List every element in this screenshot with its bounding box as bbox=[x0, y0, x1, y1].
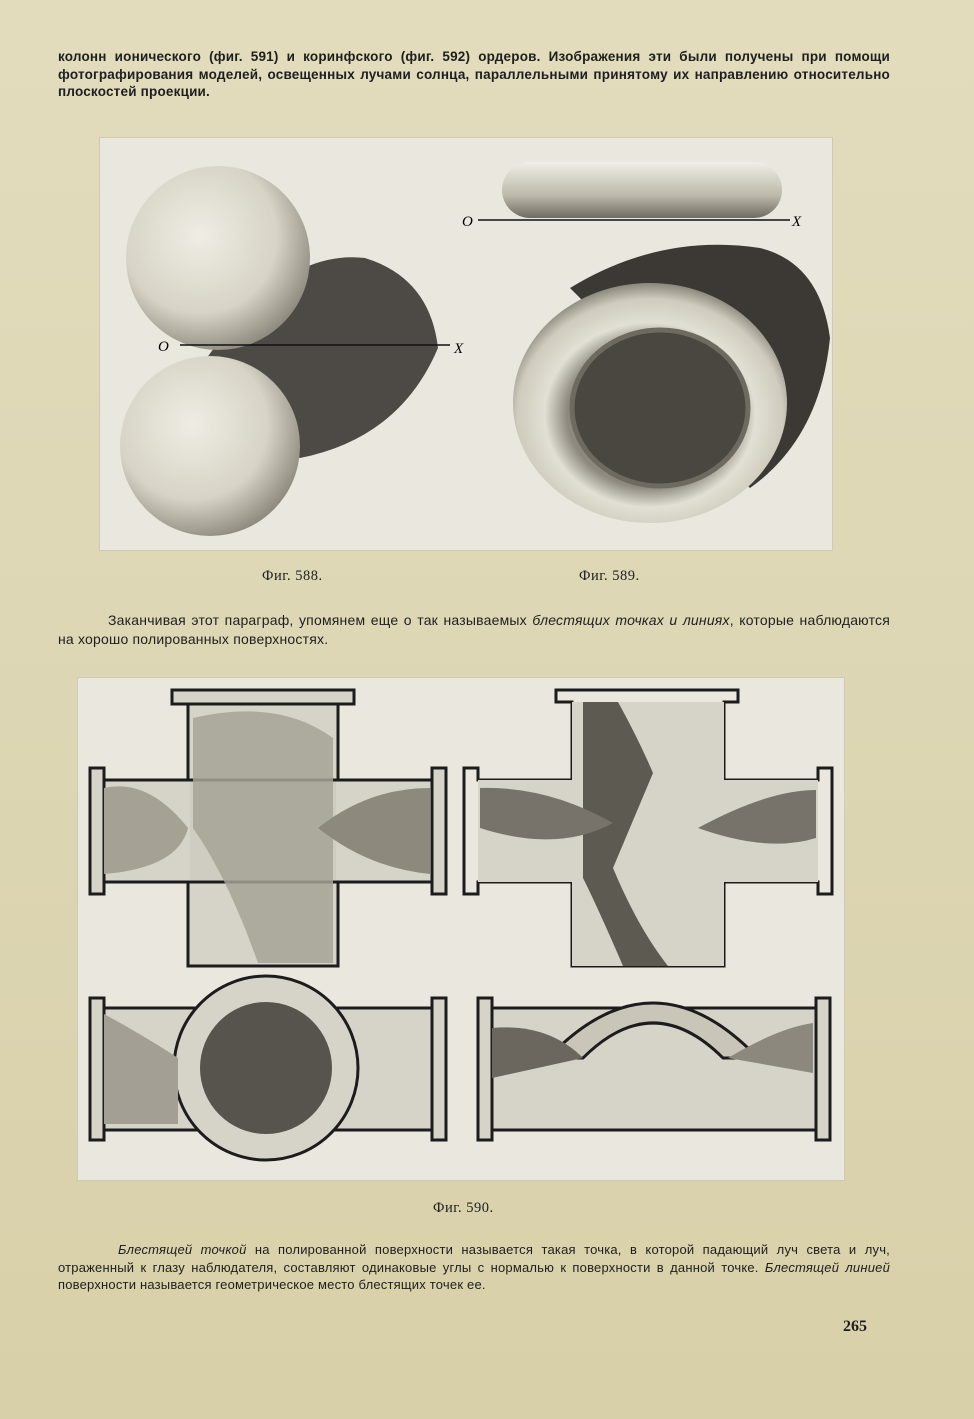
fig588-lower-sphere bbox=[120, 356, 300, 536]
bottom-text-1: на полированной поверхности называется такая точка, в которой падающий луч света и луч, отраженный к глазу наблюдателя, составляют одинаковые углы с нормалью к поверхности в данной точке. bbox=[58, 1242, 890, 1275]
fig590-left-cross-flange-right bbox=[432, 768, 446, 894]
fig590-left-tee-flange-right bbox=[432, 998, 446, 1140]
fig589-axis-x: X bbox=[792, 214, 802, 230]
fig589-tube bbox=[502, 162, 782, 218]
fig589-axis-o: O bbox=[462, 214, 473, 230]
fig590-left-cross-flange-left bbox=[90, 768, 104, 894]
middle-text-start: Заканчивая этот параграф, упомянем еще о так называемых bbox=[108, 612, 533, 628]
middle-text-italic: блестящих точках и линиях bbox=[532, 612, 730, 628]
fig590-right-tee-flange-left bbox=[478, 998, 492, 1140]
middle-text-end: , которые наблюдаются на хорошо полированных поверхностях. bbox=[58, 612, 891, 647]
top-paragraph: колонн ионического (фиг. 591) и коринфского (фиг. 592) ордеров. Изображения эти были получены при помощи фотографирования моделей, освещенных лучами солнца, параллельными принятому их направлению относительно плоскостей проекции. bbox=[58, 49, 890, 99]
fig588-axis-x: X bbox=[454, 341, 464, 357]
figure-590-plate bbox=[78, 678, 844, 1180]
figure-590-drawing bbox=[78, 678, 844, 1180]
bottom-italic-1: Блестящей точкой bbox=[118, 1242, 247, 1257]
bottom-text-2: поверхности называется геометрическое место блестящих точек ее. bbox=[58, 1277, 486, 1292]
bottom-paragraph bbox=[58, 1241, 890, 1294]
fig589-caption: Фиг. 589. bbox=[579, 568, 640, 584]
middle-paragraph bbox=[58, 611, 890, 649]
fig590-right-tee-pipe bbox=[490, 1008, 816, 1130]
figures-588-589-drawing bbox=[100, 138, 832, 550]
fig590-left-tee-bore bbox=[200, 1002, 332, 1134]
figures-588-589-plate bbox=[100, 138, 832, 550]
fig590-right-tee-flange-right bbox=[816, 998, 830, 1140]
fig588-caption: Фиг. 588. bbox=[262, 568, 323, 584]
fig588-upper-sphere bbox=[126, 166, 310, 350]
fig590-left-cross-flange-top bbox=[172, 690, 354, 704]
page-number: 265 bbox=[843, 1318, 867, 1335]
bottom-italic-2: Блестящей линией bbox=[764, 1259, 890, 1275]
fig590-caption: Фиг. 590. bbox=[433, 1200, 494, 1216]
fig588-axis-o: O bbox=[158, 339, 169, 355]
fig590-left-tee-flange-left bbox=[90, 998, 104, 1140]
